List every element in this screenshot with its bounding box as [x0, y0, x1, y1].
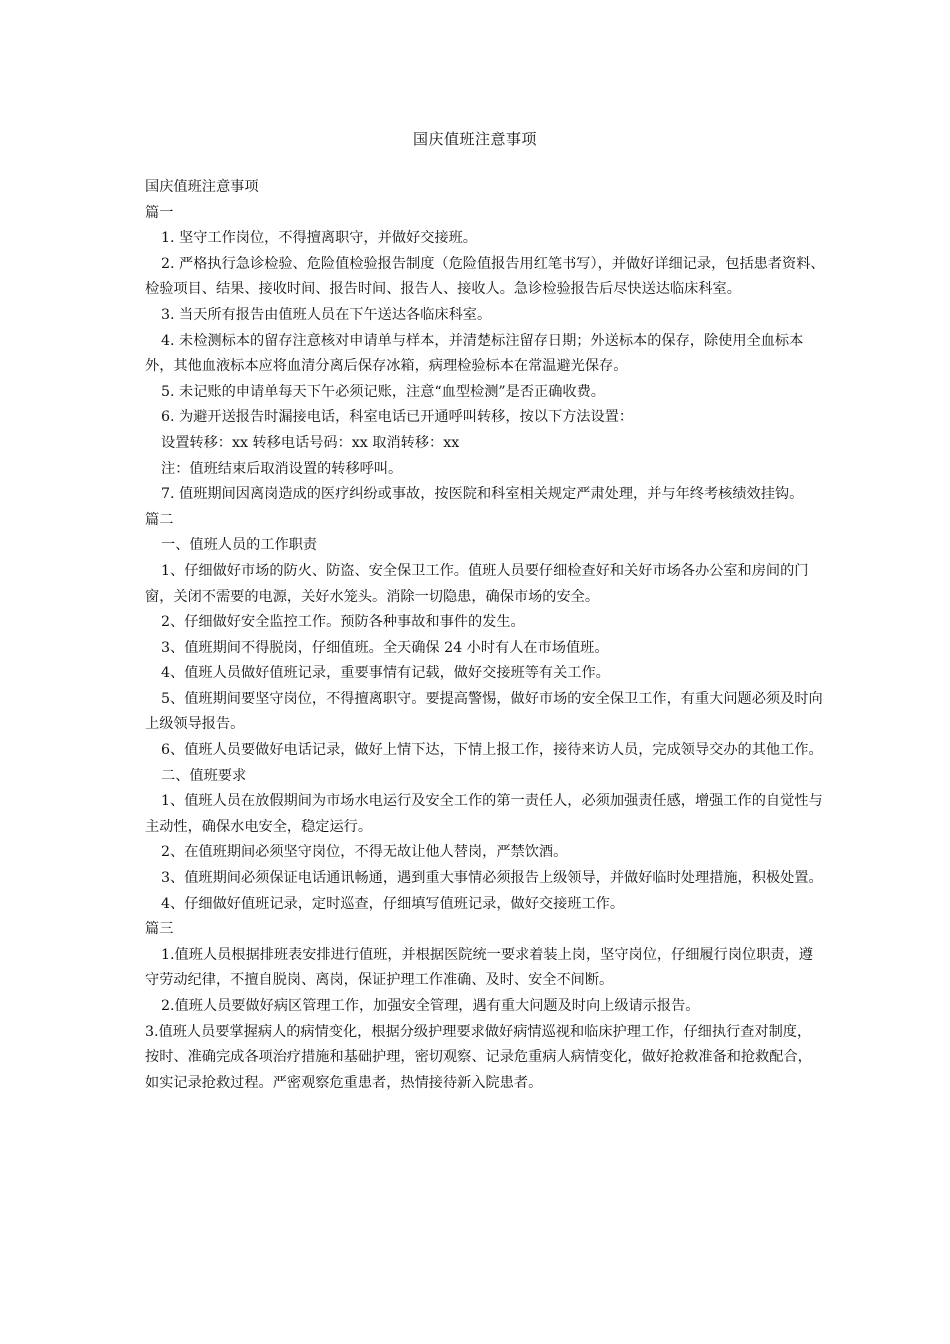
document-paragraph: 4、仔细做好值班记录，定时巡查，仔细填写值班记录，做好交接班工作。 [161, 895, 625, 912]
document-paragraph: 1.值班人员根据排班表安排进行值班，并根据医院统一要求着装上岗，坚守岗位，仔细履行岗位职责，遵守劳动纪律，不擅自脱岗、离岗，保证护理工作准确、及时、安全不间断。 [145, 946, 813, 989]
document-paragraph: 二、值班要求 [161, 767, 247, 784]
document-paragraph: 一、值班人员的工作职责 [161, 537, 318, 554]
document-paragraph: 国庆值班注意事项 [145, 179, 259, 195]
document-paragraph: 设置转移：xx 转移电话号码：xx 取消转移：xx [161, 434, 460, 451]
document-paragraph: 2、仔细做好安全监控工作。预防各种事故和事件的发生。 [161, 614, 525, 631]
document-paragraph: 3、值班期间不得脱岗，仔细值班。全天确保 24 小时有人在市场值班。 [161, 639, 609, 656]
document-paragraph: 4、值班人员做好值班记录，重要事情有记载，做好交接班等有关工作。 [161, 665, 610, 682]
document-body [145, 175, 825, 1096]
document-paragraph: 6、值班人员要做好电话记录，做好上情下达，下情上报工作，接待来访人员，完成领导交办的其他工作。 [161, 742, 823, 759]
document-title: 国庆值班注意事项 [412, 130, 537, 148]
document-paragraph: 7. 值班期间因离岗造成的医疗纠纷或事故，按医院和科室相关规定严肃处理，并与年终考核绩效挂钩。 [161, 486, 804, 503]
document-paragraph: 篇三 [145, 921, 174, 938]
document-paragraph: 2.值班人员要做好病区管理工作，加强安全管理，遇有重大问题及时向上级请示报告。 [161, 998, 700, 1014]
document-paragraph: 篇二 [145, 511, 174, 528]
document-paragraph: 5、值班期间要坚守岗位，不得擅离职守。要提高警惕，做好市场的安全保卫工作，有重大问题必须及时向上级领导报告。 [145, 690, 823, 733]
document-paragraph: 2、在值班期间必须坚守岗位，不得无故让他人替岗，严禁饮酒。 [161, 844, 568, 861]
document-paragraph: 3. 当天所有报告由值班人员在下午送达各临床科室。 [161, 306, 492, 323]
document-paragraph: 注：值班结束后取消设置的转移呼叫。 [161, 460, 403, 477]
document-paragraph: 3.值班人员要掌握病人的病情变化，根据分级护理要求做好病情巡视和临床护理工作，仔细执行查对制度，按时、准确完成各项治疗措施和基础护理，密切观察、记录危重病人病情变化，做好抢救准备和抢救配合，如实记录抢救过程。严密观察危重患者，热情接待新入院患者。 [145, 1023, 812, 1091]
document-paragraph: 2. 严格执行急诊检验、危险值检验报告制度（危险值报告用红笔书写），并做好详细记录，包括患者资料、检验项目、结果、接收时间、报告时间、报告人、接收人。急诊检验报告后尽快送达临床科室。 [145, 255, 825, 298]
document-paragraph: 6. 为避开送报告时漏接电话，科室电话已开通呼叫转移，按以下方法设置： [161, 409, 634, 426]
document-paragraph: 5. 未记账的申请单每天下午必须记账，注意“血型检测”是否正确收费。 [161, 383, 605, 400]
document-paragraph: 1. 坚守工作岗位，不得擅离职守，并做好交接班。 [161, 230, 477, 247]
document-paragraph: 4. 未检测标本的留存注意核对申请单与样本，并清楚标注留存日期；外送标本的保存，除使用全血标本外，其他血液标本应将血清分离后保存冰箱，病理检验标本在常温避光保存。 [145, 332, 804, 375]
document-paragraph: 3、值班期间必须保证电话通讯畅通，遇到重大事情必须报告上级领导，并做好临时处理措施，积极处置。 [161, 870, 823, 887]
document-paragraph: 1、值班人员在放假期间为市场水电运行及安全工作的第一责任人，必须加强责任感，增强工作的自觉性与主动性，确保水电安全，稳定运行。 [145, 793, 823, 835]
document-paragraph: 篇一 [145, 204, 174, 221]
document-paragraph: 1、仔细做好市场的防火、防盗、安全保卫工作。值班人员要仔细检查好和关好市场各办公室和房间的门窗，关闭不需要的电源，关好水笼头。消除一切隐患，确保市场的安全。 [145, 562, 809, 605]
